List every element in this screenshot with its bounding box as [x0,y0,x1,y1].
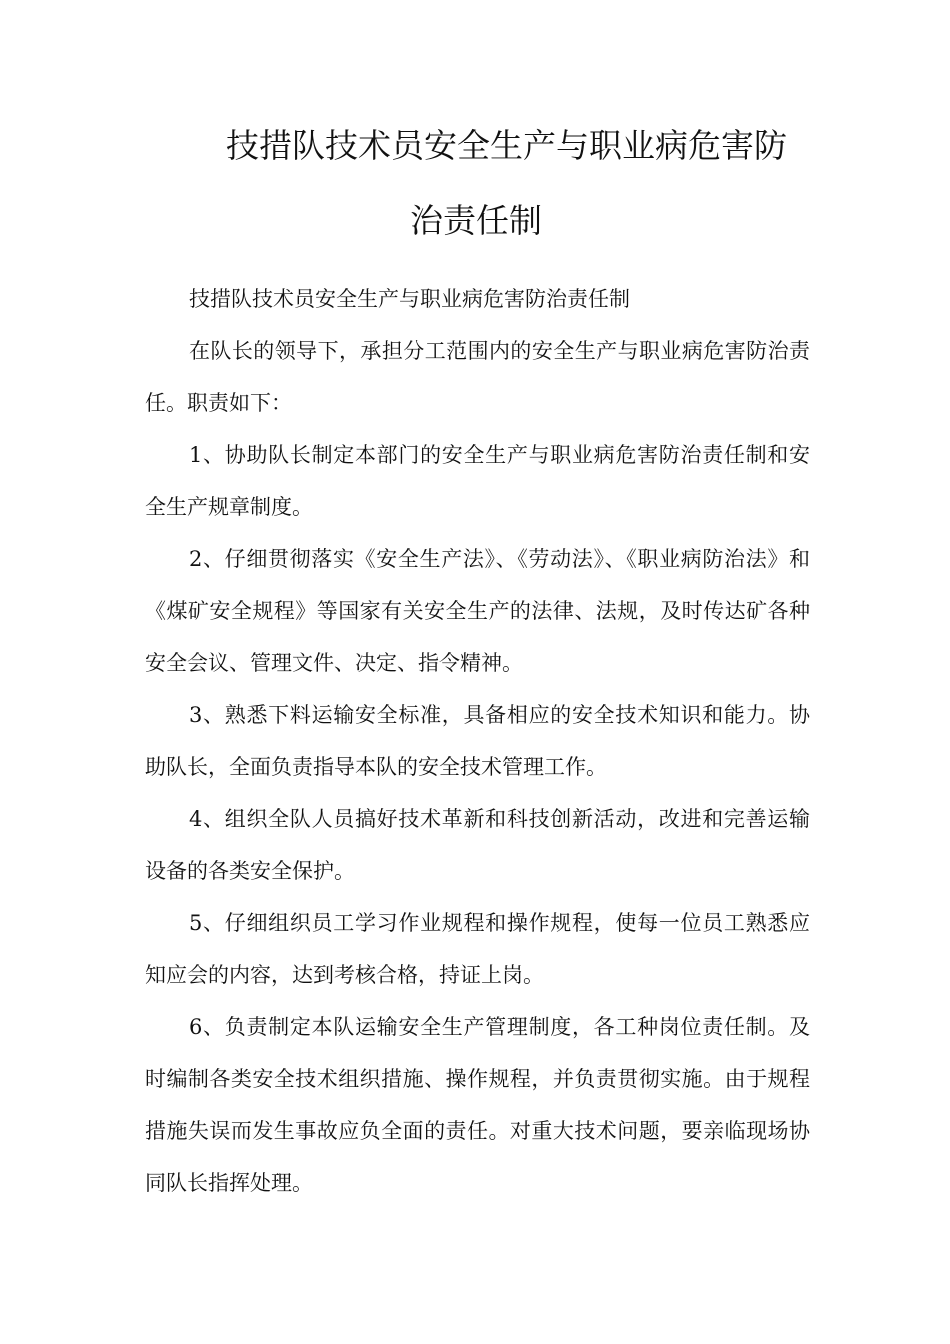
subtitle-paragraph: 技措队技术员安全生产与职业病危害防治责任制 [189,287,630,311]
duty-item-1: 1、协助队长制定本部门的安全生产与职业病危害防治责任制和安全生产规章制度。 [145,443,810,519]
document-title-line-2: 治责任制 [410,201,542,240]
duty-item-3: 3、熟悉下料运输安全标准，具备相应的安全技术知识和能力。协助队长，全面负责指导本队的安全技术管理工作。 [145,703,810,779]
intro-paragraph: 在队长的领导下，承担分工范围内的安全生产与职业病危害防治责任。职责如下： [145,339,810,415]
document-title-line-1: 技措队技术员安全生产与职业病危害防 [226,126,787,165]
duty-item-6: 6、负责制定本队运输安全生产管理制度，各工种岗位责任制。及时编制各类安全技术组织措施、操作规程，并负责贯彻实施。由于规程措施失误而发生事故应负全面的责任。对重大技术问题，要亲临现场协同队长指挥处理。 [145,1015,810,1195]
duty-item-5: 5、仔细组织员工学习作业规程和操作规程，使每一位员工熟悉应知应会的内容，达到考核合格，持证上岗。 [145,911,810,987]
duty-item-4: 4、组织全队人员搞好技术革新和科技创新活动，改进和完善运输设备的各类安全保护。 [145,807,810,883]
document-body [145,273,810,1209]
duty-item-2: 2、仔细贯彻落实《安全生产法》、《劳动法》、《职业病防治法》和《煤矿安全规程》等国家有关安全生产的法律、法规，及时传达矿各种安全会议、管理文件、决定、指令精神。 [145,547,810,675]
